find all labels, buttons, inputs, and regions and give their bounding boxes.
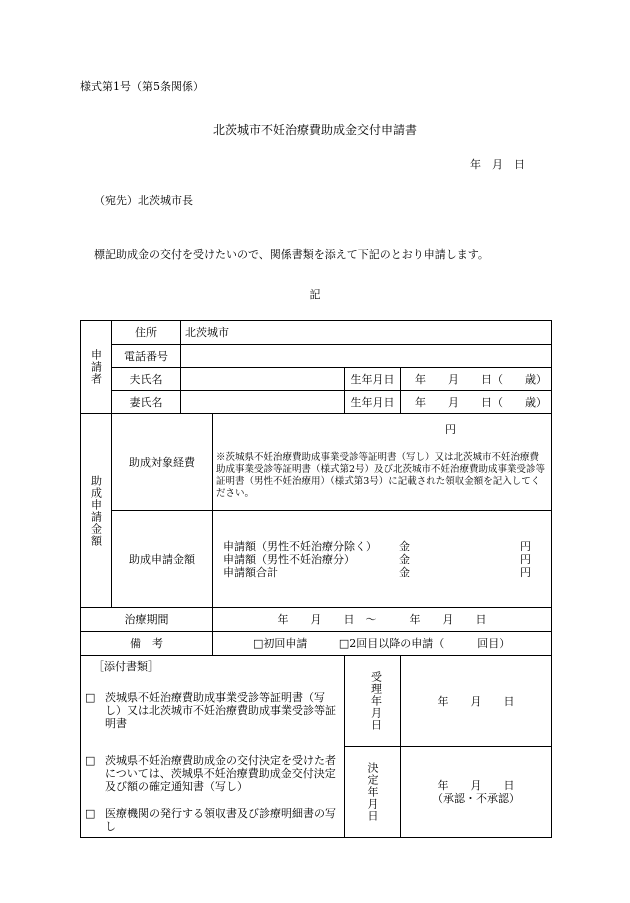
application-date: 年 月 日 — [470, 158, 525, 171]
husband-name-label: 夫氏名 — [112, 368, 181, 391]
husband-birth-field[interactable]: 年 月 日（ 歳） — [401, 368, 552, 391]
attachment-2-text: 茨城県不妊治療費助成金の交付決定を受けた者については、茨城県不妊治療費助成金交付決定及び額の確定通知書（写し） — [105, 754, 336, 793]
decision-status: （承認・不承認） — [432, 792, 520, 805]
amount-line-1: 申請額（男性不妊治療分除く） 金 円 — [223, 539, 531, 553]
remarks-field — [213, 632, 552, 656]
amount-line-3: 申請額合計 金 円 — [223, 565, 531, 579]
decided-date-cell[interactable] — [401, 747, 552, 838]
attachment-item-2 — [83, 754, 340, 793]
wife-birth-label: 生年月日 — [345, 391, 401, 414]
address-label: 住所 — [112, 321, 181, 345]
apply-amount-label: 助成申請金額 — [112, 511, 213, 608]
target-cost-label: 助成対象経費 — [112, 414, 213, 511]
wife-birth-field[interactable]: 年 月 日（ 歳） — [401, 391, 552, 414]
first-application-checkbox[interactable]: □初回申請 — [253, 637, 308, 650]
attachments-heading: ［添付書類］ — [93, 660, 159, 673]
treatment-period-field[interactable]: 年 月 日 〜 年 月 日 — [213, 608, 552, 632]
received-date-label: 受理年月日 — [345, 656, 401, 747]
repeat-application-checkbox[interactable]: □2回目以降の申請（ 回目） — [338, 637, 511, 650]
apply-amount-cell[interactable] — [213, 511, 552, 608]
intro-text: 標記助成金の交付を受けたいので、関係書類を添えて下記のとおり申請します。 — [94, 248, 489, 261]
wife-name-label: 妻氏名 — [112, 391, 181, 414]
attachment-item-3 — [83, 807, 340, 833]
treatment-period-label: 治療期間 — [81, 608, 213, 632]
amount-line-2: 申請額（男性不妊治療分） 金 円 — [223, 552, 531, 566]
attachments-cell — [81, 656, 345, 838]
phone-label: 電話番号 — [112, 345, 181, 368]
decided-date-label: 決定年月日 — [345, 747, 401, 838]
addressee: （宛先）北茨城市長 — [94, 194, 193, 207]
phone-field[interactable] — [181, 345, 552, 368]
form-number: 様式第1号（第5条関係） — [80, 80, 204, 93]
target-cost-yen: 円 — [445, 422, 456, 436]
target-cost-note: ※茨城県不妊治療費助成事業受診等証明書（写し）又は北茨城市不妊治療費助成事業受診等証明書（様式第2号）及び北茨城市不妊治療費助成事業受診等証明書（男性不妊治療用）（様式第3号）に記載された領収金額を記入してください。 — [216, 451, 546, 499]
attachment-2-checkbox[interactable]: □ — [85, 754, 96, 767]
target-cost-cell[interactable] — [213, 414, 552, 511]
applicant-group-label: 申請者 — [81, 321, 112, 414]
decided-date-field: 年 月 日 — [437, 779, 515, 792]
application-table — [80, 320, 552, 838]
attachment-3-checkbox[interactable]: □ — [85, 807, 96, 820]
attachment-3-text: 医療機関の発行する領収書及び診療明細書の写し — [105, 807, 336, 833]
received-date-field[interactable]: 年 月 日 — [401, 656, 552, 747]
attachment-1-text: 茨城県不妊治療費助成事業受診等証明書（写し）又は北茨城市不妊治療費助成事業受診等証明書 — [105, 691, 336, 730]
ki-mark: 記 — [309, 288, 321, 301]
remarks-label: 備 考 — [81, 632, 213, 656]
husband-birth-label: 生年月日 — [345, 368, 401, 391]
address-field[interactable]: 北茨城市 — [181, 321, 552, 345]
amount-group-label: 助成申請金額 — [81, 414, 112, 608]
attachment-item-1 — [83, 691, 340, 730]
attachment-1-checkbox[interactable]: □ — [85, 691, 96, 704]
husband-name-field[interactable] — [181, 368, 345, 391]
wife-name-field[interactable] — [181, 391, 345, 414]
document-title: 北茨城市不妊治療費助成金交付申請書 — [212, 123, 417, 137]
